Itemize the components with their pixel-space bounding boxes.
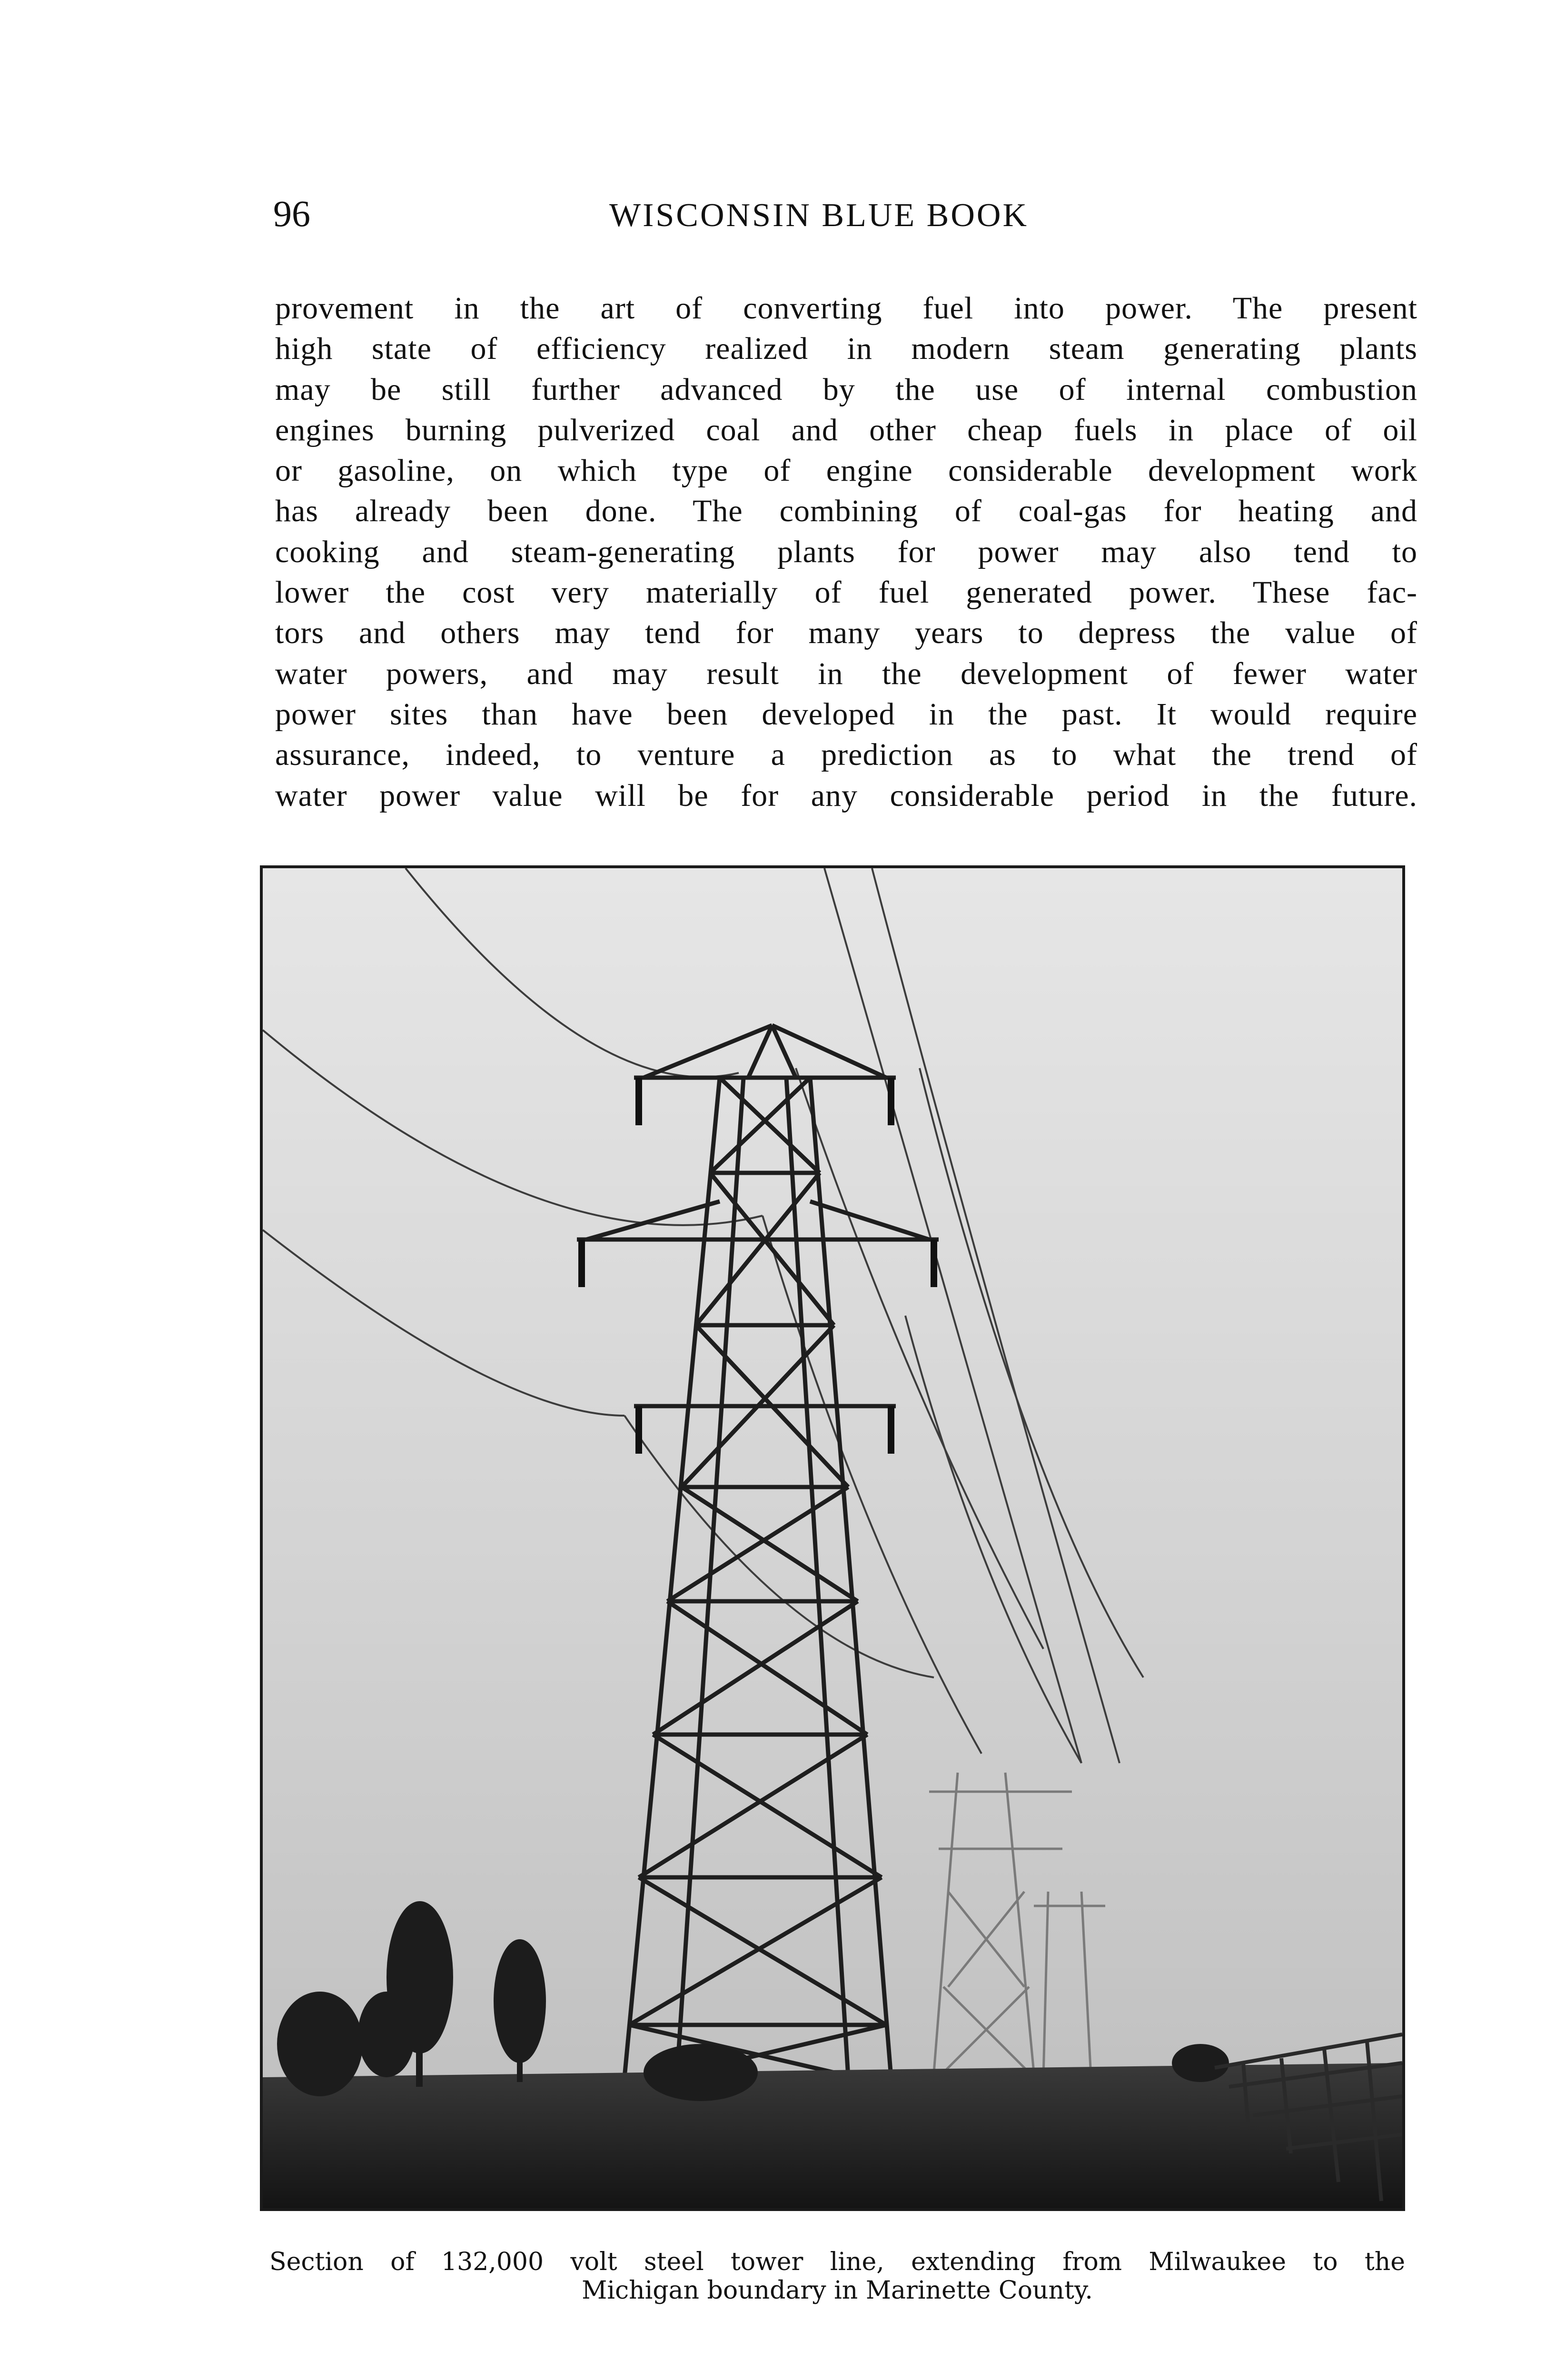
text-line: water powers, and may result in the development of fewer water: [275, 656, 1417, 691]
text-line: assurance, indeed, to venture a prediction as to what the trend of: [275, 737, 1417, 773]
figure-caption: [269, 2248, 1405, 2305]
text-line: power sites than have been developed in the past. It would require: [275, 696, 1417, 732]
transmission-tower-photo: [260, 865, 1405, 2211]
text-line: engines burning pulverized coal and other cheap fuels in place of oil: [275, 412, 1417, 447]
photo-illustration: [263, 868, 1402, 2208]
page-number: 96: [273, 193, 310, 234]
caption-line: Section of 132,000 volt steel tower line, extending from Milwaukee to the: [269, 2248, 1405, 2276]
text-line: may be still further advanced by the use of internal combustion: [275, 372, 1417, 407]
text-line: water power value will be for any considerable period in the future.: [275, 778, 1417, 813]
running-title: WISCONSIN BLUE BOOK: [609, 197, 1029, 234]
body-paragraph: [275, 288, 1417, 816]
text-line: has already been done. The combining of coal-gas for heating and: [275, 494, 1417, 529]
text-line: tors and others may tend for many years to depress the value of: [275, 615, 1417, 651]
text-line: cooking and steam-generating plants for power may also tend to: [275, 534, 1417, 569]
text-line: lower the cost very materially of fuel generated power. These fac-: [275, 575, 1417, 610]
text-line: provement in the art of converting fuel into power. The present: [275, 291, 1417, 326]
text-line: high state of efficiency realized in modern steam generating plants: [275, 331, 1417, 367]
text-line: or gasoline, on which type of engine considerable development work: [275, 453, 1417, 488]
caption-line: Michigan boundary in Marinette County.: [582, 2276, 1093, 2305]
